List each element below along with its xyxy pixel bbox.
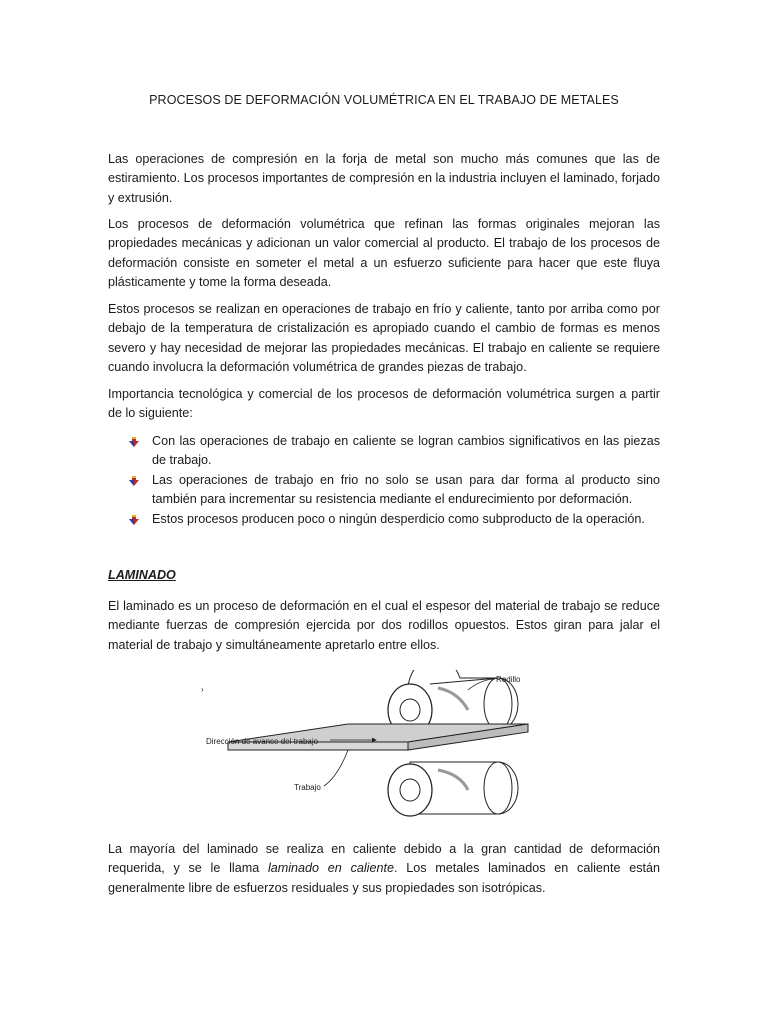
label-rodillo: Rodillo bbox=[496, 675, 521, 684]
lower-roller bbox=[388, 762, 518, 816]
arrow-bullet-icon bbox=[128, 514, 140, 526]
paragraph-trabajo-frio-caliente: Estos procesos se realizan en operaciones de trabajo en frío y caliente, tanto por arriba como por debajo de la temperatura de cristalización es apropiado cuando el cambio de formas es menos severo y hay necesidad de mejorar las propiedades mecánicas. El trabajo en caliente se requiere cuando involucra la deformación volumétrica de grandes piezas de trabajo. bbox=[108, 302, 660, 375]
paragraph-laminado: El laminado es un proceso de deformación en el cual el espesor del material de trabajo se reduce mediante fuerzas de compresión ejercida por dos rodillos opuestos. Estos giran para jalar el material de trabajo y simultáneamente apretarlo entre ellos. bbox=[108, 599, 660, 652]
paragraph-importancia: Importancia tecnológica y comercial de los procesos de deformación volumétrica surgen a partir de lo siguiente: bbox=[108, 387, 660, 421]
list-item bbox=[128, 471, 660, 510]
paragraph-laminado-caliente bbox=[108, 840, 660, 898]
document-title: PROCESOS DE DEFORMACIÓN VOLUMÉTRICA EN EL TRABAJO DE METALES bbox=[149, 93, 619, 107]
list-item bbox=[128, 510, 660, 529]
final-text-start: La mayoría del laminado se realiza en caliente debido a la gran cantidad de deformación requerida, y se le llama bbox=[108, 842, 660, 876]
final-text-emphasis: laminado en caliente bbox=[267, 861, 394, 876]
stray-mark: › bbox=[201, 685, 204, 694]
paragraph-deformacion: Los procesos de deformación volumétrica que refinan las formas originales mejoran las propiedades mecánicas y adicionan un valor comercial al producto. El trabajo de los procesos de deformación consiste en someter el metal a un esfuerzo suficiente para hacer que este fluya plásticamente y tome la forma deseada. bbox=[108, 217, 660, 290]
label-trabajo: Trabajo bbox=[294, 783, 321, 792]
rolling-mill-diagram bbox=[198, 670, 570, 820]
paragraph-compresion: Las operaciones de compresión en la forja de metal son mucho más comunes que las de estiramiento. Los procesos importantes de compresión en la industria incluyen el laminado, forjado y extrusión. bbox=[108, 152, 660, 205]
label-direccion: Dirección de avance del trabajo bbox=[206, 737, 319, 746]
arrow-bullet-icon bbox=[128, 436, 140, 448]
bullet-list bbox=[128, 432, 660, 529]
list-item bbox=[128, 432, 660, 471]
bullet-text: Las operaciones de trabajo en frio no solo se usan para dar forma al producto sino también para incrementar su resistencia mediante el endurecimiento por deformación. bbox=[152, 472, 660, 507]
section-heading-laminado: LAMINADO bbox=[108, 568, 176, 582]
final-text-end: . Los metales laminados en caliente están generalmente libre de esfuerzos residuales y sus propiedades son isotrópicas. bbox=[108, 861, 660, 895]
bullet-text: Estos procesos producen poco o ningún desperdicio como subproducto de la operación. bbox=[152, 511, 645, 526]
arrow-bullet-icon bbox=[128, 475, 140, 487]
bullet-text: Con las operaciones de trabajo en caliente se logran cambios significativos en las piezas de trabajo. bbox=[152, 434, 660, 468]
